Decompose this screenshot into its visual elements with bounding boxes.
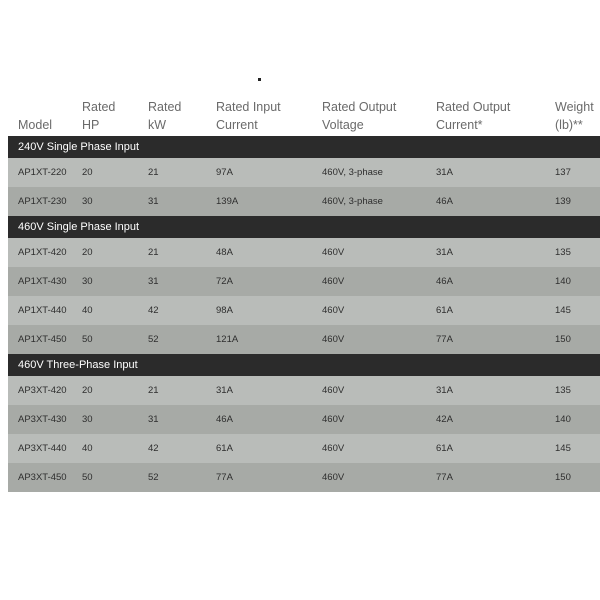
cell-output-voltage: 460V, 3-phase [322,167,383,178]
cell-model: AP1XT-430 [18,276,67,287]
cell-output-voltage: 460V [322,385,345,396]
header-weight [555,98,594,134]
cell-output-voltage: 460V [322,305,345,316]
cell-output-current: 46A [436,276,453,287]
section-header: 460V Single Phase Input [8,216,600,238]
cell-hp: 20 [82,167,93,178]
cell-model: AP1XT-230 [18,196,67,207]
cell-model: AP1XT-220 [18,167,67,178]
cell-hp: 30 [82,276,93,287]
cell-output-voltage: 460V [322,247,345,258]
cell-weight: 137 [555,167,571,178]
cell-weight: 145 [555,443,571,454]
cell-weight: 150 [555,472,571,483]
cell-hp: 50 [82,334,93,345]
table-row [8,325,600,354]
cell-kw: 42 [148,443,159,454]
header-output-voltage-line1: Rated Output [322,100,397,114]
cell-input-current: 139A [216,196,239,207]
header-input-current-line2: Current [216,118,258,132]
cell-hp: 40 [82,443,93,454]
cell-output-current: 31A [436,247,453,258]
header-kw-line2: kW [148,118,167,132]
header-weight-line2: (lb)** [555,118,583,132]
table-row [8,238,600,267]
table-row [8,158,600,187]
cell-output-current: 42A [436,414,453,425]
cell-input-current: 77A [216,472,233,483]
cell-input-current: 31A [216,385,233,396]
cell-output-voltage: 460V [322,334,345,345]
cell-model: AP1XT-440 [18,305,67,316]
cell-kw: 42 [148,305,159,316]
cell-kw: 21 [148,247,159,258]
cell-kw: 31 [148,196,159,207]
header-output-current [436,98,510,134]
cell-output-current: 77A [436,334,453,345]
cell-model: AP1XT-450 [18,334,67,345]
cell-input-current: 97A [216,167,233,178]
cell-model: AP3XT-420 [18,385,67,396]
cell-output-voltage: 460V [322,276,345,287]
table-row [8,463,600,492]
cell-model: AP3XT-440 [18,443,67,454]
cell-output-current: 31A [436,167,453,178]
header-output-current-line2: Current* [436,118,483,132]
cell-model: AP3XT-430 [18,414,67,425]
cell-input-current: 72A [216,276,233,287]
header-kw-line1: Rated [148,100,182,114]
header-output-voltage [322,98,396,134]
header-hp-line2: HP [82,118,100,132]
header-kw [148,98,181,134]
cell-weight: 140 [555,276,571,287]
table-row [8,267,600,296]
table-row [8,434,600,463]
cell-input-current: 48A [216,247,233,258]
section-header: 460V Three-Phase Input [8,354,600,376]
cell-hp: 30 [82,414,93,425]
cell-hp: 20 [82,247,93,258]
spec-table [8,96,600,492]
cell-output-voltage: 460V [322,443,345,454]
cell-model: AP3XT-450 [18,472,67,483]
cell-output-current: 46A [436,196,453,207]
header-model-line2: Model [18,118,53,132]
cell-input-current: 46A [216,414,233,425]
cell-input-current: 121A [216,334,239,345]
cell-kw: 52 [148,472,159,483]
cell-output-voltage: 460V [322,472,345,483]
header-hp-line1: Rated [82,100,116,114]
table-body [8,136,600,492]
cell-weight: 139 [555,196,571,207]
header-hp [82,98,115,134]
table-row [8,296,600,325]
cell-output-current: 61A [436,443,453,454]
header-output-current-line1: Rated Output [436,100,511,114]
cell-model: AP1XT-420 [18,247,67,258]
cell-kw: 21 [148,167,159,178]
cell-input-current: 98A [216,305,233,316]
table-header [8,96,600,136]
header-input-current-line1: Rated Input [216,100,281,114]
cell-hp: 30 [82,196,93,207]
cell-output-voltage: 460V, 3-phase [322,196,383,207]
cell-weight: 135 [555,385,571,396]
header-output-voltage-line2: Voltage [322,118,364,132]
section-header: 240V Single Phase Input [8,136,600,158]
cell-hp: 50 [82,472,93,483]
cell-output-current: 31A [436,385,453,396]
table-row [8,405,600,434]
header-weight-line1: Weight [555,100,594,114]
cell-hp: 40 [82,305,93,316]
cell-output-current: 61A [436,305,453,316]
cell-output-voltage: 460V [322,414,345,425]
cell-weight: 150 [555,334,571,345]
cell-kw: 31 [148,276,159,287]
cell-weight: 140 [555,414,571,425]
header-model [18,116,52,134]
stray-dot [258,78,261,81]
cell-input-current: 61A [216,443,233,454]
cell-output-current: 77A [436,472,453,483]
cell-kw: 21 [148,385,159,396]
header-input-current [216,98,281,134]
cell-kw: 52 [148,334,159,345]
cell-kw: 31 [148,414,159,425]
cell-hp: 20 [82,385,93,396]
cell-weight: 135 [555,247,571,258]
table-row [8,187,600,216]
table-row [8,376,600,405]
cell-weight: 145 [555,305,571,316]
